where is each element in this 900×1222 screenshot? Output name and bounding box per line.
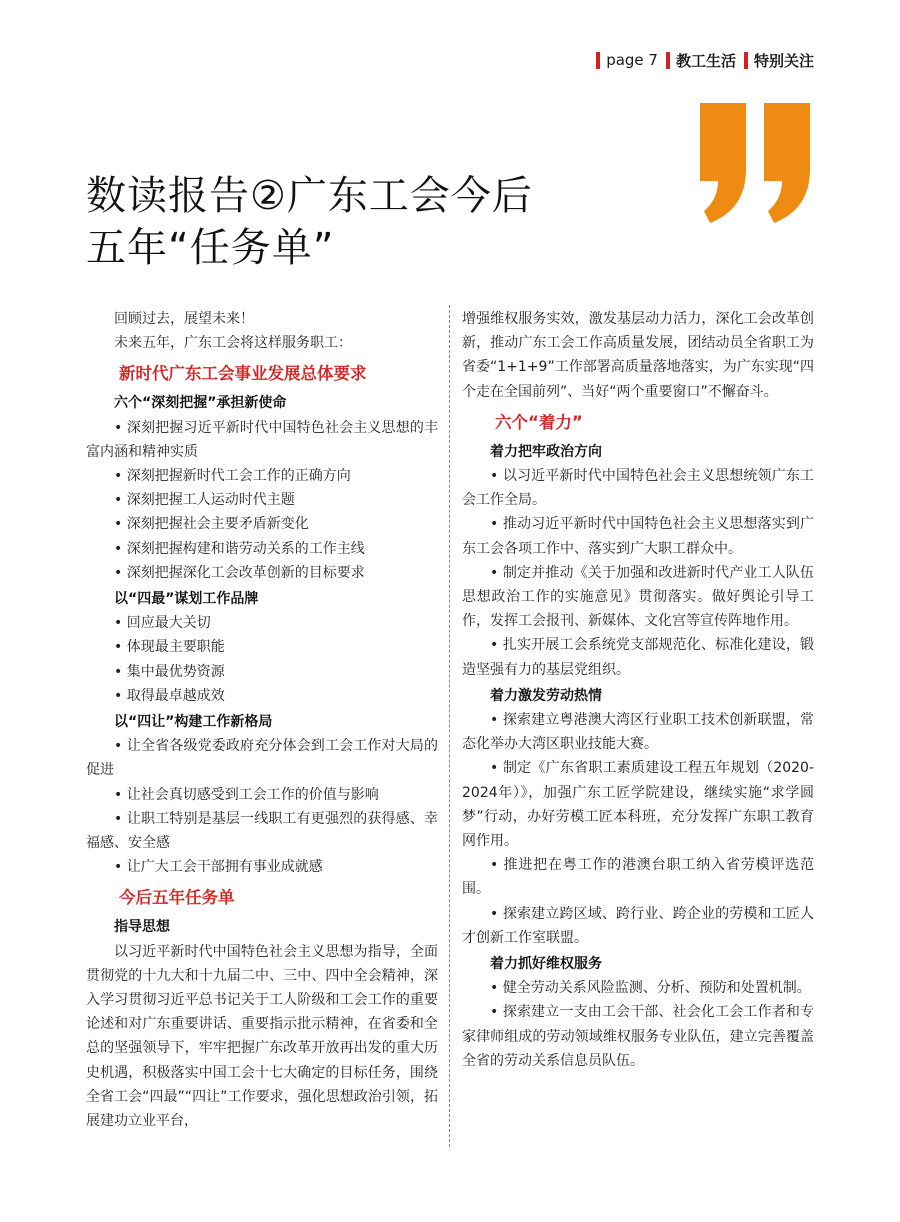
list-item: • 探索建立跨区域、跨行业、跨企业的劳模和工匠人才创新工作室联盟。 — [462, 905, 814, 946]
title-line-1: 数读报告②广东工会今后 — [86, 173, 533, 219]
list-item: • 让社会真切感受到工会工作的价值与影响 — [114, 786, 379, 803]
section-heading: 今后五年任务单 — [119, 888, 235, 908]
list-item: • 探索建立一支由工会干部、社会化工会工作者和专家律师组成的劳动领域维权服务专业队伍，建立完善覆盖全省的劳动关系信息员队伍。 — [462, 1004, 814, 1069]
red-bar-icon — [744, 52, 748, 69]
subheading: 着力激发劳动热情 — [490, 687, 602, 704]
list-item: • 推动习近平新时代中国特色社会主义思想落实到广东工会各项工作中、落实到广大职工群众中。 — [462, 516, 814, 557]
list-item: • 探索建立粤港澳大湾区行业职工技术创新联盟，常态化举办大湾区职业技能大赛。 — [462, 712, 814, 753]
subsection-label: 特别关注 — [744, 50, 814, 71]
list-item: • 扎实开展工会系统党支部规范化、标准化建设，锻造坚强有力的基层党组织。 — [462, 637, 814, 678]
subheading: 以“四让”构建工作新格局 — [114, 714, 273, 731]
subheading: 以“四最”谋划工作品牌 — [114, 591, 259, 608]
list-item: • 深刻把握新时代工会工作的正确方向 — [114, 468, 351, 485]
left-column — [86, 307, 438, 1133]
list-item: • 推进把在粤工作的港澳台职工纳入省劳模评选范围。 — [462, 857, 814, 898]
red-bar-icon — [596, 52, 600, 69]
page-header — [588, 50, 814, 70]
list-item: • 深刻把握社会主要矛盾新变化 — [114, 516, 309, 533]
subheading: 六个“深刻把握”承担新使命 — [114, 395, 287, 412]
subheading: 指导思想 — [114, 919, 170, 936]
body-paragraph: 增强维权服务实效，激发基层动力活力，深化工会改革创新，推动广东工会工作高质量发展，团结动员全省职工为省委“1+1+9”工作部署高质量落地落实，为广东实现“四个走在全国前列”、当好“两个重要窗口”不懈奋斗。 — [462, 311, 814, 400]
list-item: • 制定并推动《关于加强和改进新时代产业工人队伍思想政治工作的实施意见》贯彻落实。做好舆论引导工作，发挥工会报刊、新媒体、文化宫等宣传阵地作用。 — [462, 564, 814, 630]
list-item: • 以习近平新时代中国特色社会主义思想统领广东工会工作全局。 — [462, 468, 814, 509]
list-item: • 健全劳动关系风险监测、分析、预防和处置机制。 — [490, 980, 811, 997]
title-line-2: 五年“任务单” — [86, 225, 335, 271]
right-column — [462, 307, 814, 1073]
section-heading: 六个“着力” — [495, 412, 583, 432]
column-divider — [449, 305, 450, 1147]
subheading: 着力把牢政治方向 — [490, 443, 602, 460]
list-item: • 深刻把握深化工会改革创新的目标要求 — [114, 564, 365, 581]
page-number: page 7 — [596, 51, 658, 69]
list-item: • 深刻把握构建和谐劳动关系的工作主线 — [114, 540, 365, 557]
intro-line: 未来五年，广东工会将这样服务职工： — [114, 335, 352, 352]
section-heading: 新时代广东工会事业发展总体要求 — [119, 364, 367, 384]
list-item: • 取得最卓越成效 — [114, 687, 225, 704]
list-item: • 集中最优势资源 — [114, 663, 225, 680]
list-item: • 深刻把握工人运动时代主题 — [114, 492, 295, 509]
list-item: • 体现最主要职能 — [114, 639, 225, 656]
quote-mark-icon — [700, 103, 816, 223]
page-title — [86, 170, 646, 274]
list-item: • 回应最大关切 — [114, 615, 211, 632]
intro-line: 回顾过去，展望未来！ — [114, 311, 254, 327]
list-item: • 深刻把握习近平新时代中国特色社会主义思想的丰富内涵和精神实质 — [86, 419, 438, 460]
list-item: • 让全省各级党委政府充分体会到工会工作对大局的促进 — [86, 738, 438, 779]
section-label: 教工生活 — [666, 50, 736, 71]
list-item: • 让广大工会干部拥有事业成就感 — [114, 859, 323, 876]
subheading: 着力抓好维权服务 — [490, 956, 602, 973]
list-item: • 让职工特别是基层一线职工有更强烈的获得感、幸福感、安全感 — [86, 810, 438, 852]
body-paragraph: 以习近平新时代中国特色社会主义思想为指导，全面贯彻党的十九大和十九届二中、三中、四中全会精神，深入学习贯彻习近平总书记关于工人阶级和工会工作的重要论述和对广东重要讲话、重要指示批示精神，在省委和全总的坚强领导下，牢牢把握广东改革开放再出发的重大历史机遇，积极落实中国工会十七大确定的目标任务，围绕全省工会“四最”“四让”工作要求，强化思想政治引领，拓展建功立业平台， — [86, 943, 438, 1130]
list-item: • 制定《广东省职工素质建设工程五年规划（2020-2024年）》，加强广东工匠学院建设，继续实施“求学圆梦”行动，办好劳模工匠本科班，充分发挥广东职工教育网作用。 — [462, 760, 814, 850]
red-bar-icon — [666, 52, 670, 69]
